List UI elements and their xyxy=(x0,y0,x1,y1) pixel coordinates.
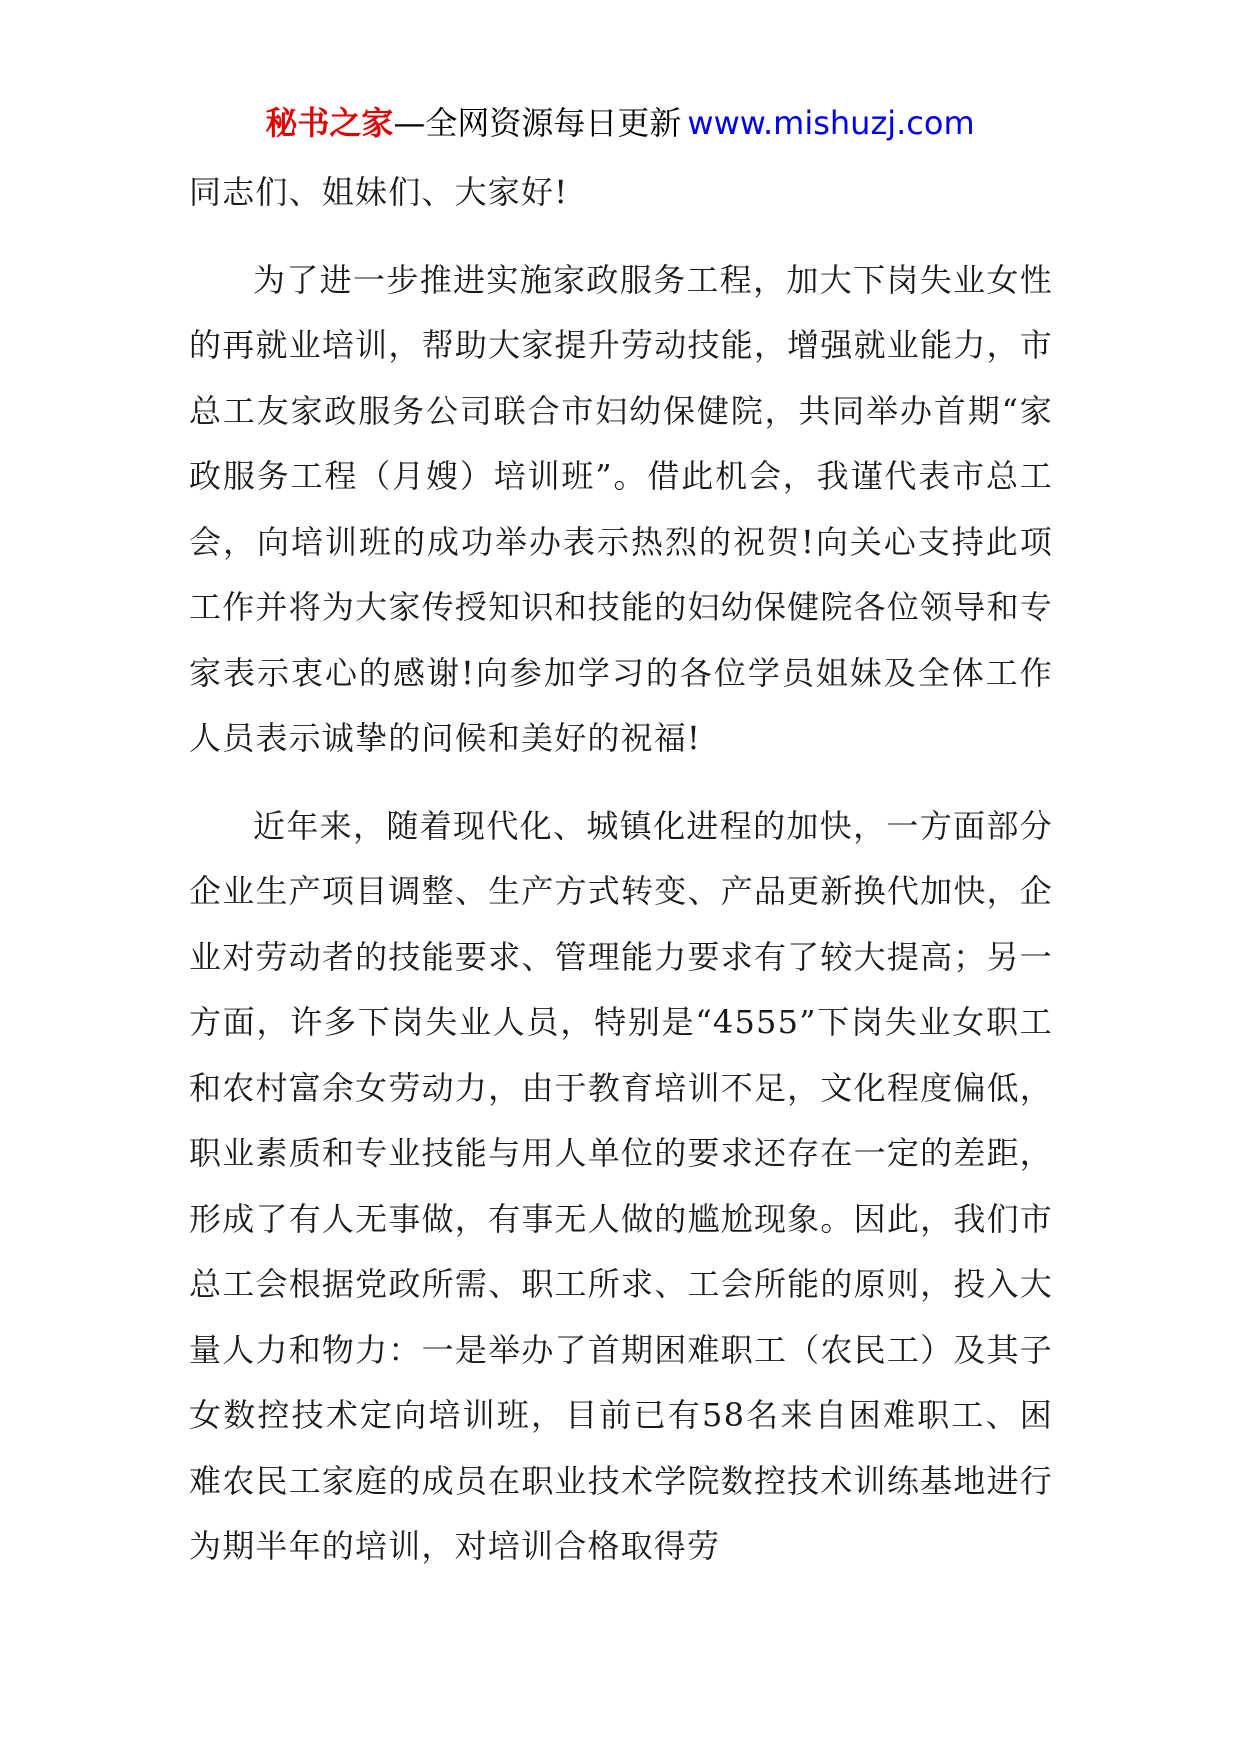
site-brand: 秘书之家 xyxy=(265,104,394,142)
site-url-link[interactable]: www.mishuzj.com xyxy=(687,104,975,142)
greeting-line: 同志们、姐妹们、大家好! xyxy=(189,173,569,211)
site-slogan: 全网资源每日更新 xyxy=(425,104,682,142)
header-dash: — xyxy=(393,104,426,142)
paragraph-1: 为了进一步推进实施家政服务工程，加大下岗失业女性的再就业培训，帮助大家提升劳动技能，增强就业能力，市总工友家政服务公司联合市妇幼保健院，共同举办首期“家政服务工程（月嫂）培训班”。借此机会，我谨代表市总工会，向培训班的成功举办表示热烈的祝贺!向关心支持此项工作并将为大家传授知识和技能的妇幼保健院各位领导和专家表示衷心的感谢!向参加学习的各位学员姐妹及全体工作人员表示诚挚的问候和美好的祝福! xyxy=(189,260,1053,757)
site-header xyxy=(0,100,1240,146)
document-body xyxy=(189,160,1053,1602)
paragraph-2: 近年来，随着现代化、城镇化进程的加快，一方面部分企业生产项目调整、生产方式转变、产品更新换代加快，企业对劳动者的技能要求、管理能力要求有了较大提高；另一方面，许多下岗失业人员，特别是“4555”下岗失业女职工和农村富余女劳动力，由于教育培训不足，文化程度偏低，职业素质和专业技能与用人单位的要求还存在一定的差距，形成了有人无事做，有事无人做的尴尬现象。因此，我们市总工会根据党政所需、职工所求、工会所能的原则，投入大量人力和物力：一是举办了首期困难职工（农民工）及其子女数控技术定向培训班，目前已有58名来自困难职工、困难农民工家庭的成员在职业技术学院数控技术训练基地进行为期半年的培训，对培训合格取得劳 xyxy=(189,806,1053,1565)
